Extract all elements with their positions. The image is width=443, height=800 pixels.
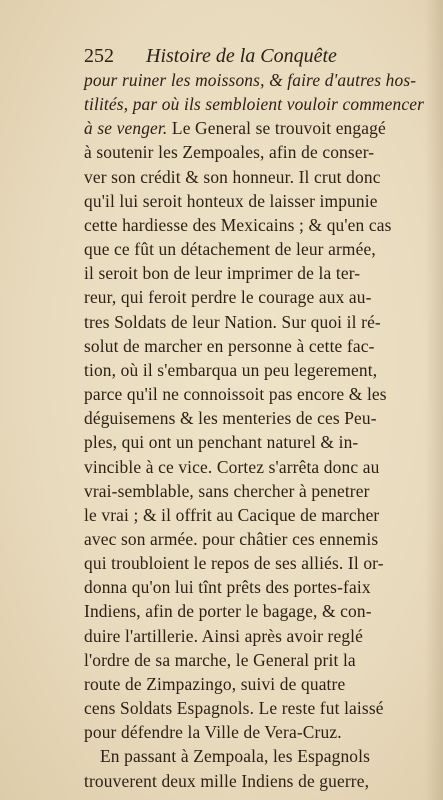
text-line: ver son crédit & son honneur. Il crut donc — [84, 166, 381, 187]
text-line: l'ordre de sa marche, le General prit la — [84, 649, 356, 670]
text-line: parce qu'il ne connoissoit pas encore & les — [84, 384, 387, 405]
text-line: reur, qui feroit perdre le courage aux au- — [84, 287, 372, 308]
text-line: solut de marcher en personne à cette fac- — [84, 335, 375, 356]
text-line: vincible à ce vice. Cortez s'arrêta donc au — [84, 456, 380, 477]
text-line: déguisemens & les menteries de ces Peu- — [84, 408, 377, 429]
text-line: il seroit bon de leur imprimer de la ter- — [84, 263, 361, 284]
running-title: Histoire de la Conquête — [146, 45, 337, 67]
text-line: que ce fût un détachement de leur armée, — [84, 239, 376, 260]
text-line: à soutenir les Zempoales, afin de conser- — [84, 142, 375, 163]
text-line: route de Zimpazingo, suivi de quatre — [84, 673, 346, 694]
text-line: tilités, par où ils sembloient vouloir commencer — [84, 94, 424, 115]
text-line: le vrai ; & il offrit au Cacique de marcher — [84, 504, 380, 525]
text-line: qui troubloient le repos de ses alliés. Il or- — [84, 553, 384, 574]
text-line: qu'il lui seroit honteux de laisser impunie — [84, 190, 378, 211]
text-line: tres Soldats de leur Nation. Sur quoi il ré- — [84, 311, 381, 332]
text-line: vrai-semblable, sans chercher à penetrer — [84, 480, 370, 501]
text-line: pour défendre la Ville de Vera-Cruz. — [84, 722, 342, 743]
text-line: trouverent deux mille Indiens de guerre, — [84, 770, 370, 791]
text-line-rest: Le General se trouvoit engagé — [167, 118, 386, 139]
text-line: donna qu'on lui tînt prêts des portes-faix — [84, 577, 371, 598]
text-line — [84, 116, 443, 140]
text-line-italic-part: à se venger. — [84, 118, 168, 139]
text-line: Indiens, afin de porter le bagage, & con- — [84, 601, 372, 622]
text-line: avec son armée. pour châtier ces ennemis — [84, 528, 379, 549]
body-text — [84, 68, 443, 793]
page-number: 252 — [84, 45, 114, 67]
text-line: cette hardiesse des Mexicains ; & qu'en cas — [84, 214, 392, 235]
page-header — [84, 44, 434, 68]
text-line: duire l'artillerie. Ainsi après avoir reglé — [84, 625, 364, 646]
text-line: cens Soldats Espagnols. Le reste fut laissé — [84, 698, 384, 719]
text-line: pour ruiner les moissons, & faire d'autres hos- — [84, 70, 417, 90]
text-line: ples, qui ont un penchant naturel & in- — [84, 432, 359, 453]
text-line: En passant à Zempoala, les Espagnols — [100, 746, 371, 767]
text-line: tion, où il s'embarqua un peu legerement, — [84, 359, 378, 380]
